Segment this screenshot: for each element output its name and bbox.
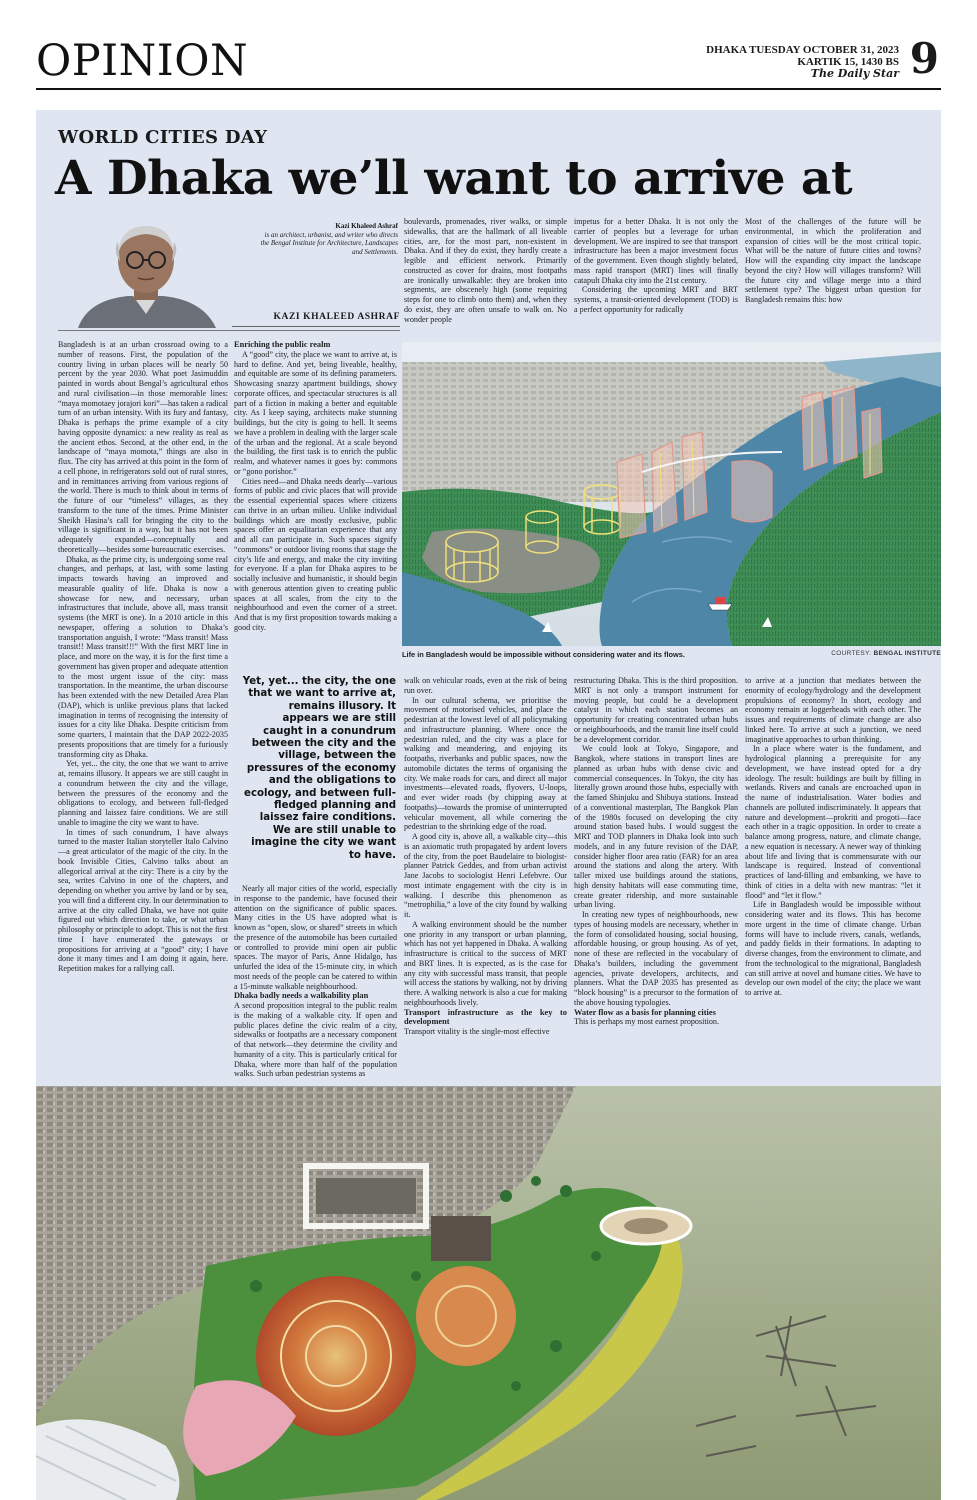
paragraph: Bangladesh is at an urban crossroad owing to a number of reasons. First, the population of the country living in urban places will be nearly 50 percent by the year 2030. What poet Jasimuddin painted in words about Bengal’s agricultural ethos and rural civilisation—in those memorable lines: “maya momotaey jorajori kori”—has taken a radical turn of an urban intensity. With its fury and fantasy, Dhaka is perhaps the prime example of a city having opposite dynamics: a new reality as real as the ancient ethos. Second, at the other end, in the landscape of “maya momota,” things are also in flux. The city has arrived at this point in the form of a cell phone, in refrigerators sold out of rural stores, and in remittances arriving from various regions of the world. There is much to think about in terms of the future of our “timeless” villages, as they transform to the tune of the times. Prime Minister Sheikh Hasina’s call for bringing the city to the village is significant in a way, but it has not been adequately expanded—conceptually and theoretically—besides some bureaucratic exercises. <box>58 340 228 554</box>
column-3-bottom <box>404 676 567 1084</box>
figure-credit <box>831 650 941 657</box>
paper-name: The Daily Star <box>810 67 899 80</box>
paragraph: walk on vehicular roads, even at the risk of being run over. <box>404 676 567 695</box>
paragraph: boulevards, promenades, river walks, or simple sidewalks, that are the hallmark of all liveable cities, are, for the most part, non-existent in Dhaka. And if they do exist, they hardly create a legible and efficient network. Primarily constructed as cover for drains, most footpaths are ironically unwalkable: they are broken into segments, are obscenely high (some requiring steps for one to climb onto them) and, when they do exist, they are often unsafe to walk on. No wonder people <box>404 217 567 324</box>
paragraph: In a place where water is the fundament, and hydrological planning a prerequisite for any development, we have instead opted for a dry ideology. The result: buildings are built by filling in wetlands. Rivers and canals are encroached upon in the name of industrialisation. Water bodies and channels are polluted indiscriminately. It appears that nature and development—prokriti and progoti—face each other in a tragic opposition. In order to create a balance among progress, nature, and climate change, a new equation is necessary. A newer way of thinking about life and living that is commensurate with our landscape is required. Instead of conventional practices of land-filling and embanking, we have to think of cities in a delta with new mantras: “let it flood” and “let it flow.” <box>745 744 921 900</box>
paragraph: Cities need—and Dhaka needs dearly—various forms of public and civic places that will provide the essential experiential spaces where citizens can thrive in an urban milieu. Unlike individual buildings which are mostly exclusive, public spaces offer an equalitarian experience that any and all can participate in. Such spaces signify “commons” or outdoor living rooms that stage the city’s life and energy, and make the city inviting for everyone. If a plan for Dhaka aspires to be socially inclusive and humanistic, it should begin with generous attention given to creating public spaces at all scales, from the city to the neighbourhood and even the corner of a street. And that is my first proposition towards making a good city. <box>234 476 397 632</box>
kicker: WORLD CITIES DAY <box>58 127 268 148</box>
pull-quote: Yet, yet... the city, the one that we want to arrive at, remains illusory. It appears we are still caught in a conundrum between the city and the village, between the pressures of the economy and the obligations to ecology, and between full-fledged planning and laissez faire conditions. We are still unable to imagine the city we want to have. <box>242 676 396 861</box>
subhead: Water flow as a basis for planning cities <box>574 1007 716 1017</box>
paragraph: Yet, yet... the city, the one that we want to arrive at, remains illusory. It appears we are still caught in a conundrum between the city and the village, between the pressures of the economy and the obligations to ecology, and between full-fledged planning and laissez faire conditions. We are still unable to imagine the city we want to have. <box>58 759 228 827</box>
dateline <box>706 44 899 80</box>
author-bio-text: is an architect, urbanist, and writer who directs the Bengal Institute for Architecture, Landscapes and Settlements. <box>260 230 398 256</box>
subhead: Dhaka badly needs a walkability plan <box>234 991 369 1001</box>
paragraph: Most of the challenges of the future will be environmental, in which the proliferation and expansion of cities will be the most critical topic. What will be the nature of future cities and towns? How will the expanding city impact the landscape beyond the city? How will villages transform? Will the future city and village merge into a third settlement type? The biggest urban question for Bangladesh remains this: how <box>745 217 921 304</box>
paragraph: In our cultural schema, we prioritise the movement of motorised vehicles, and place the pedestrian at the lowest level of all policymaking and infrastructure planning. Where once the pedestrian ruled, and the city was a place for walking and meandering, and enjoying its footpaths, riverbanks and public spaces, now the automobile dictates the terms of organising the city. We make roads for cars, and direct all major investments—elevated roads, flyovers, U-loops, and ever wider roads (by chipping away at footpaths)—towards the promise of uninterrupted vehicular movement, all while cornering the pedestrian to the shrinking edge of the road. <box>404 695 567 832</box>
paragraph: Transport vitality is the single-most effective <box>404 1027 550 1036</box>
byline: KAZI KHALEED ASHRAF <box>232 312 400 327</box>
column-3-top <box>404 217 567 333</box>
paragraph: A “good” city, the place we want to arrive at, is hard to define. And yet, being liveable, healthy, and equitable are some of its defining parameters. Showcasing snazzy apartment buildings, showy corporate offices, and spectacular structures is all part of a fiction in making a better and equitable city. As I keep saying, architects make stunning buildings, but the city is going to hell. It seems we have a problem in dealing with the larger scale of the urban and the regional. At a scale beyond the building, the first task is to enrich the public realm, and whatever names it goes by: commons or “gono porishor.” <box>234 349 397 476</box>
subhead: Enriching the public realm <box>234 340 331 349</box>
date-bengali: KARTIK 15, 1430 BS <box>797 56 899 68</box>
paragraph: restructuring Dhaka. This is the third proposition. MRT is not only a transport instrument for moving people, but could be a development catalyst in which each station becomes an opportunity for creating concentrated urban hubs or neighbourhoods, and the transit line itself could be a development corridor. <box>574 676 738 744</box>
figure-caption: Life in Bangladesh would be impossible without considering water and its flows. <box>402 650 685 659</box>
river-illustration <box>402 342 941 646</box>
waterfront-aerial-rendering <box>36 1086 941 1500</box>
credit-label: COURTESY: <box>831 650 872 657</box>
paragraph: A good city is, above all, a walkable city—this is an axiomatic truth propagated by ardent lovers of the city, from the poet Baudelaire to biologist-planner Patrick Geddes, and from urban activist Jane Jacobs to sociologist Henri Lefebvre. Our most intimate engagement with the city is in walking. I describe this phenomenon as “metrophilia,” a love of the city found by walking it. <box>404 832 567 919</box>
paragraph: Dhaka, as the prime city, is undergoing some real changes, and perhaps, at last, with some lasting impacts towards having an improved and measurable quality of life. Dhaka is now a showcase for new, and necessary, urban infrastructures that include, above all, mass transit systems (the MRT is one). In a 2010 article in this newspaper, offering a solution to Dhaka’s transportation anguish, I wrote: “Mass transit! Mass transit!! Mass transit!!!” With the first MRT line in place, and more on the way, it is for the first time a government has given proper and adequate attention to the most urgent issue of the city: mass transportation. In the meantime, the urban discourse has been extended with the new Detailed Area Plan (DAP), which is unlike previous plans that lacked imagination in terms of recognising the intensity of issues for a city like Dhaka. Despite criticism from some quarters, I maintain that the DAP 2022-2035 presents propositions that are timely for a furiously transforming city as Dhaka. <box>58 554 228 759</box>
masthead <box>36 34 941 90</box>
paragraph: In times of such conundrum, I have always turned to the master Italian storyteller Italo Calvino—a great articulator of the magic of the city. In the book Invisible Cities, Calvino talks about an allegorical arrival at the city: There is a city by the sea, writes Calvino in one of the chapters, and depending on whether you arrive by land or by sea, you will find a different city. In our determination to arrive at the city called Dhaka, we have not quite figured out which direction to take, or what urban philosophy or principle to adopt. This is not the first time I have enumerated the gateways or propositions for arriving at a “good” city; I have done it many times and I am doing it again, here. Repetition makes for a rallying call. <box>58 827 228 973</box>
paragraph: This is perhaps my most earnest proposition. <box>574 1017 719 1027</box>
column-5-bottom <box>745 676 921 1084</box>
paragraph: A walking environment should be the number one priority in any transport or urban planning, which has not yet happened in Dhaka. A walking infrastructure is critical to the success of MRT and BRT lines. It is expected, as is the case for any city with successful mass transit, that people will access the stations by walking, not by driving there. A walking network is also a cue for making neighbourhoods lively. <box>404 919 567 1007</box>
column-2-top <box>234 340 397 668</box>
paragraph: We could look at Tokyo, Singapore, and Bangkok, where stations in transport lines are planned as urban hubs with dense civic and commercial consequences. In Tokyo, the city has literally grown around those hubs, especially with the famed Shinjuku and Shibuya stations. Instead of a conventional masterplan, The Bangkok Plan of the 1980s focused on developing the city around station based hubs. I would suggest the MRT and TOD planners in Dhaka look into such models, and in any future revision of the DAP, consider higher floor area ratio (FAR) for an area around the stations and along the artery. With taller mixed use buildings around the stations, high density habitats will ease commuting time, create greater ridership, and more sustainable urban living. <box>574 744 738 910</box>
subhead: Transport infrastructure as the key to development <box>404 1007 567 1027</box>
author-bio <box>258 222 398 256</box>
column-4-bottom <box>574 676 738 1084</box>
paragraph: Considering the upcoming MRT and BRT systems, a transit-oriented development (TOD) is a perfect opportunity for radically <box>574 285 738 314</box>
paragraph: to arrive at a junction that mediates between the enormity of ecology/hydrology and the development propulsions of economy? In short, ecology and economy remain at loggerheads with each other. The issues and requirements of climate change are also linked here. To arrive at such a junction, we need imaginative approaches to urban thinking. <box>745 676 921 744</box>
column-5-top <box>745 217 921 333</box>
paragraph: In creating new types of neighbourhoods, new types of housing models are necessary, whether in the form of consolidated housing, social housing, affordable housing, or group housing. As of yet, none of these are reflected in the vocabulary of Dhaka’s builders, including the government agencies, private developers, architects, and planners. What the DAP 2035 has presented as “block housing” is a precursor to the formation of the above housing typologies. <box>574 910 738 1007</box>
paragraph: impetus for a better Dhaka. It is not only the carrier of peoples but a leverage for urban development. We are inspired to see that transport infrastructure has been a major investment focus of the government. Even though slightly belated, mass rapid transport (MRT) lines will finally catapult Dhaka city into the 21st century. <box>574 217 738 285</box>
paragraph: A second proposition integral to the public realm is the making of a walkable city. If open and public places define the civic realm of a city, sidewalks or footpaths are a necessary component of that network—they determine the civility and humanity of a city. This is particularly critical for Dhaka, where more than half of the population walks. Such urban pedestrian systems as <box>234 1001 397 1079</box>
paragraph: Life in Bangladesh would be impossible without considering water and its flows. This has become more urgent in the time of climate change. Urban forms will have to include rivers, canals, wetlands, and paddy fields in their formations. In adapting to diverse changes, from the environment to climate, and from the technological to the migrational, Bangladesh can still arrive at novel and humane cities. We have to develop our own model of the city; the place we want to arrive at. <box>745 900 921 997</box>
author-photo <box>58 218 233 328</box>
column-2-bottom <box>234 884 397 1084</box>
author-name-small: Kazi Khaleed Ashraf <box>335 222 398 230</box>
date-gregorian: DHAKA TUESDAY OCTOBER 31, 2023 <box>706 44 899 56</box>
column-1 <box>58 340 228 1085</box>
paragraph: Nearly all major cities of the world, especially in response to the pandemic, have focused their attention on the significance of public spaces. Many cities in the US have adopted what is known as “open, slow, or shared” streets in which the presence of the automobile has been curtailed or controlled to provide mini open air public spaces. The mayor of Paris, Anne Hidalgo, has unfurled the idea of the 15-minute city, in which most needs of the people can be catered to within a 15-minute walkable neighbourhood. <box>234 884 397 991</box>
headline: A Dhaka we’ll want to arrive at <box>55 151 853 206</box>
author-divider <box>58 330 400 331</box>
section-name: OPINION <box>36 36 249 86</box>
column-4-top <box>574 217 738 333</box>
credit-name: BENGAL INSTITUTE <box>873 650 941 657</box>
page-number: 9 <box>909 34 939 83</box>
